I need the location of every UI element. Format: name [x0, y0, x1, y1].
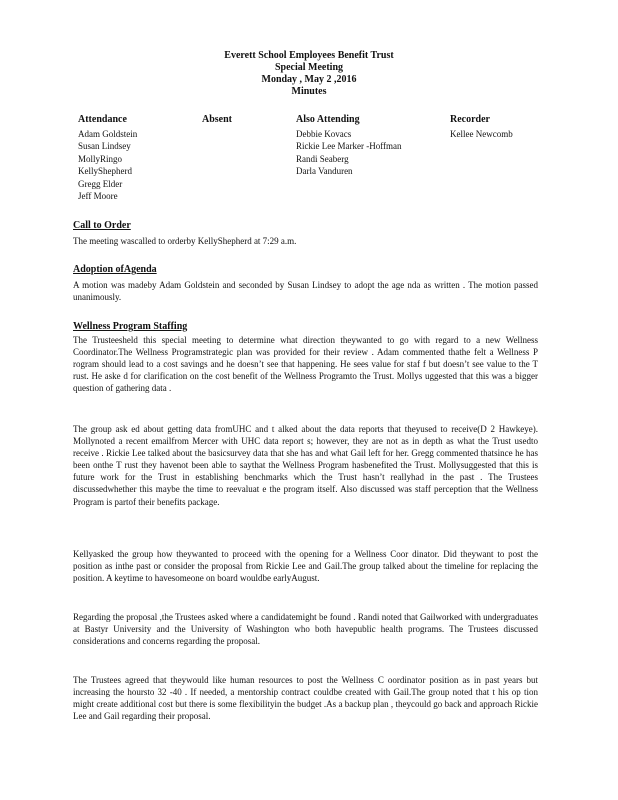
- attendee-name: Susan Lindsey: [78, 141, 131, 151]
- attendance-column: [78, 114, 137, 203]
- adoption-heading: Adoption ofAgenda: [73, 264, 157, 275]
- wellness-paragraph: The Trustees agreed that theywould like human resources to post the Wellness C oordinator position as in past years but increasing the hoursto 32 -40 . If needed, a mentorship contract couldbe created with Gail.The group noted that t his op tion might create additional cost but there is some flexibilityin the budget .As a backup plan , theycould go back and approach Rickie Lee and Gail regarding their proposal.: [73, 675, 538, 722]
- guest-name: Rickie Lee Marker -Hoffman: [296, 141, 402, 151]
- recorder-name: Kellee Newcomb: [450, 128, 513, 139]
- wellness-paragraph: The Trusteesheld this special meeting to determine what direction theywanted to go with regard to a new Wellness Coordinator.The Wellness Programstrategic plan was provided for their review . Adam commented thathe felt a Wellness P rogram should lead to a cost savings and he doesn’t see that happening. He sees value for staf f but doesn’t see value to the T rust. He aske d for clarification on the cost benefit of the Wellness Programto the Trust. Mollys uggested that this was a bigger question of gathering data .: [73, 335, 538, 394]
- adoption-text: A motion was madeby Adam Goldstein and seconded by Susan Lindsey to adopt the age nda as written . The motion passed unanimously.: [73, 280, 538, 303]
- absent-column: [202, 114, 232, 128]
- meeting-date: Monday , May 2 ,2016: [261, 74, 357, 85]
- attendance-heading: Attendance: [78, 114, 127, 125]
- attendee-name: Jeff Moore: [78, 191, 118, 201]
- call-to-order-text: The meeting wascalled to orderby KellyShepherd at 7:29 a.m.: [73, 236, 297, 246]
- attendee-name: KellyShepherd: [78, 166, 132, 176]
- call-to-order-heading: Call to Order: [73, 220, 131, 231]
- attendee-name: MollyRingo: [78, 153, 123, 164]
- absent-heading: Absent: [202, 114, 233, 125]
- also-attending-column: [296, 114, 402, 178]
- guest-name: Darla Vanduren: [296, 166, 353, 176]
- trust-name: Everett School Employees Benefit Trust: [224, 50, 394, 61]
- document-title: Minutes: [291, 86, 327, 97]
- meeting-type: Special Meeting: [274, 62, 344, 73]
- attendee-name: Gregg Elder: [78, 178, 123, 189]
- guest-name: Debbie Kovacs: [296, 128, 352, 139]
- wellness-paragraph: The group ask ed about getting data fromUHC and t alked about the data reports that theyused to receive(D 2 Hawkeye). Mollynoted a recent emailfrom Mercer with UHC data report s; however, they are not as in depth as what the Trust usedto receive . Rickie Lee talked about the basicsurvey data that she has and what Gail left for her. Gregg commented thatsince he has been onthe T rust they havenot been able to saythat the Wellness Program hasbenefited the Trust. Mollysuggested that this is future work for the Trust in establishing benchmarks which the Trust hasn’t reallyhad in the past . The Trustees discussedwhether this maybe the time to reevaluat e the program itself. Also discussed was staff perception that the Wellness Program is partof their benefits package.: [73, 424, 538, 507]
- wellness-paragraph: Regarding the proposal ,the Trustees asked where a candidatemight be found . Randi noted that Gailworked with undergraduates at Bastyr University and the University of Washington who both havepublic health programs. The Trustees discussed considerations and concerns regarding the proposal.: [73, 612, 538, 647]
- wellness-heading: Wellness Program Staffing: [73, 321, 188, 332]
- wellness-paragraph: Kellyasked the group how theywanted to proceed with the opening for a Wellness Coor dinator. Did theywant to post the position as inthe past or consider the proposal from Rickie Lee and Gail.The group talked about the timeline for replacing the position. A keytime to havesomeone on board wouldbe earlyAugust.: [73, 549, 538, 584]
- attendee-name: Adam Goldstein: [78, 128, 138, 139]
- also-attending-heading: Also Attending: [296, 114, 360, 125]
- guest-name: Randi Seaberg: [296, 153, 349, 164]
- document-header: [0, 50, 618, 98]
- recorder-heading: Recorder: [450, 114, 490, 125]
- recorder-column: [450, 114, 513, 140]
